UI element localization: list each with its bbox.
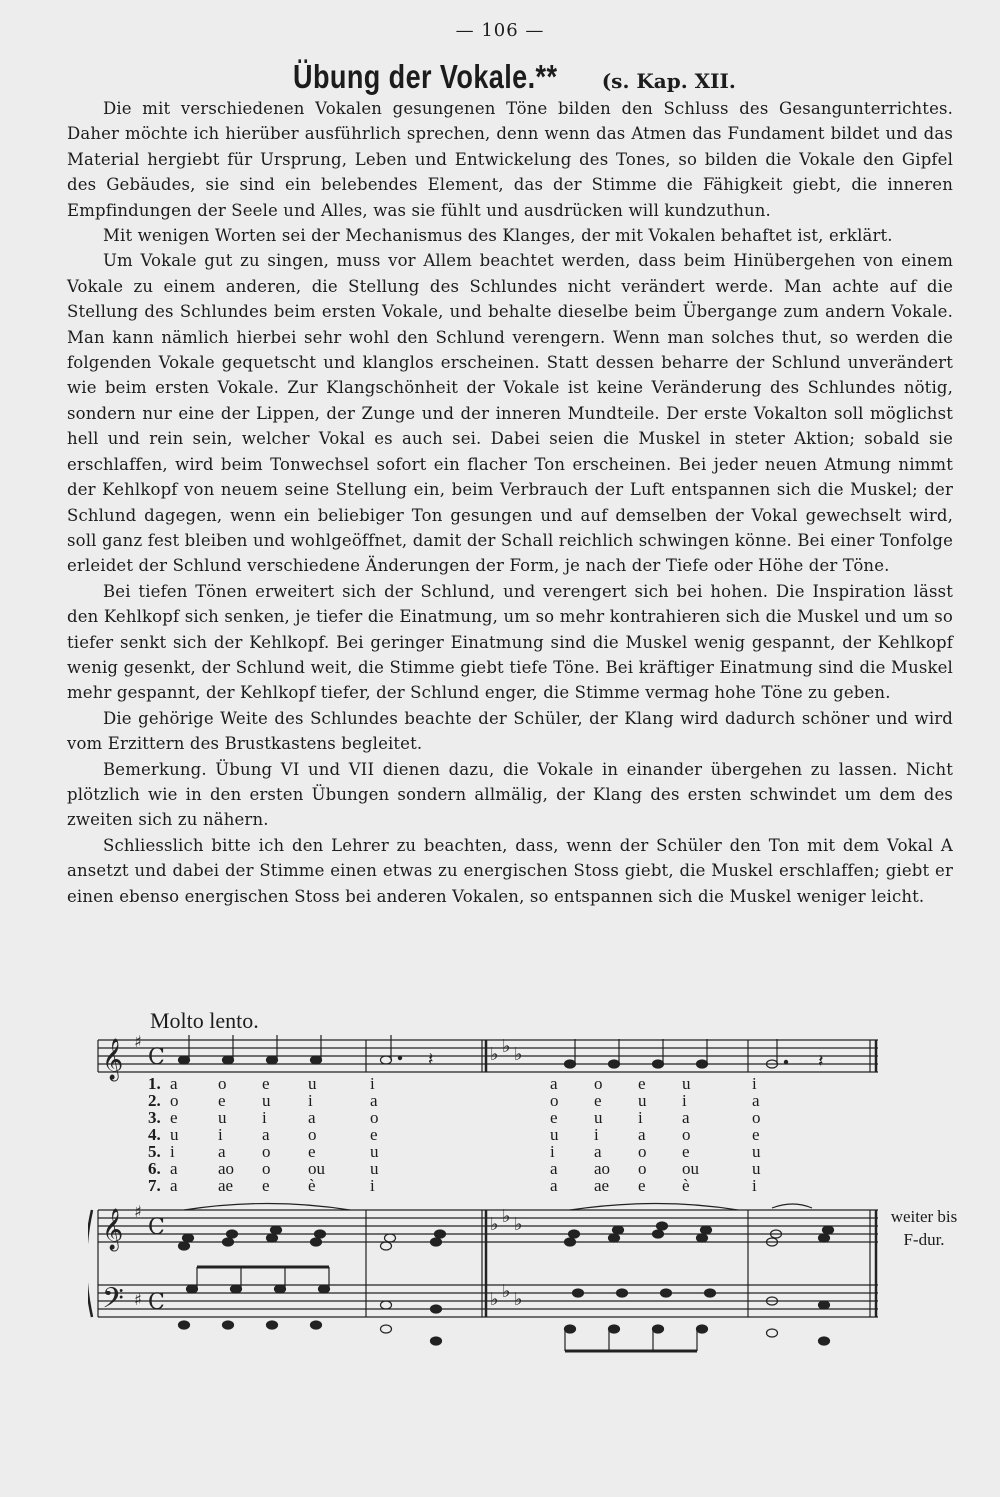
vowel: a: [550, 1074, 558, 1093]
vowel: e: [170, 1108, 178, 1127]
bass-clef-icon: 𝄢: [102, 1282, 124, 1322]
vowel: u: [638, 1091, 647, 1110]
vowel: i: [594, 1125, 599, 1144]
vowel: è: [682, 1176, 690, 1195]
row-number: 5.: [148, 1142, 161, 1161]
title-reference: (s. Kap. XII.: [601, 69, 736, 93]
flat-icon: ♭: [502, 1281, 511, 1302]
paragraph: Die mit verschiedenen Vokalen gesungenen Töne bilden den Schluss des Gesangunterrichtes. Daher möchte ich hierüber ausführlich sprechen, denn wenn das Atmen das Fundament bildet und das Material hergiebt für Ursprung, Leben und Entwickelung des Tones, so bilden die Vokale den Gipfel des Gebäudes, sie sind ein belebendes Element, das der Stimme die Fähigkeit giebt, die inneren Empfindungen der Seele und Alles, was sie fühlt und ausdrücken will kundzuthun.: [67, 99, 953, 220]
vowel: e: [218, 1091, 226, 1110]
vowel: o: [638, 1142, 647, 1161]
side-note-line: F-dur.: [903, 1230, 945, 1249]
vowel: a: [752, 1091, 760, 1110]
vowel: a: [594, 1142, 602, 1161]
vowel: ao: [594, 1159, 611, 1178]
vowel: o: [308, 1125, 317, 1144]
title-main: Übung der Vokale.**: [293, 58, 558, 95]
vowel: ou: [308, 1159, 325, 1178]
row-number: 3.: [148, 1108, 161, 1127]
vowel: u: [262, 1091, 271, 1110]
row-number: 1.: [148, 1074, 161, 1093]
vowel: o: [752, 1108, 761, 1127]
sharp-icon: ♯: [134, 1032, 142, 1051]
vowel-table: [148, 1074, 854, 1195]
vowel: a: [370, 1091, 378, 1110]
vowel: i: [752, 1176, 757, 1195]
flat-icon: ♭: [490, 1214, 499, 1235]
side-note: [874, 1205, 974, 1251]
vowel: a: [550, 1159, 558, 1178]
paragraph: Die gehörige Weite des Schlundes beachte der Schüler, der Klang wird dadurch schöner und wird vom Erzittern des Brustkastens begleitet.: [67, 708, 953, 754]
vowel-row: [148, 1125, 854, 1144]
vowel: e: [638, 1074, 646, 1093]
vowel: a: [308, 1108, 316, 1127]
vowel: e: [594, 1091, 602, 1110]
sharp-icon: ♯: [134, 1290, 142, 1309]
body-text: [67, 96, 953, 909]
vowel: ou: [682, 1159, 699, 1178]
rest-icon: 𝄽: [818, 1051, 824, 1072]
flat-icon: ♭: [502, 1036, 511, 1057]
paragraph: Schliesslich bitte ich den Lehrer zu beachten, dass, wenn der Schüler den Ton mit dem Vokal A ansetzt und dabei der Stimme einen etwas zu energischen Stoss giebt, die Muskel erschlaffen; giebt er einen ebenso energischen Stoss bei anderen Vokalen, so entspannen sich die Muskel weniger leicht.: [67, 835, 953, 906]
vowel: ae: [218, 1176, 234, 1195]
time-signature: C: [148, 1215, 165, 1240]
flat-icon: ♭: [514, 1214, 523, 1235]
vowel: e: [262, 1074, 270, 1093]
vowel: i: [550, 1142, 555, 1161]
vowel: o: [370, 1108, 379, 1127]
vowel: u: [752, 1142, 761, 1161]
row-number: 7.: [148, 1176, 161, 1195]
vowel: a: [170, 1074, 178, 1093]
vowel: u: [308, 1074, 317, 1093]
vowel: e: [752, 1125, 760, 1144]
vowel: u: [752, 1159, 761, 1178]
vowel: e: [262, 1176, 270, 1195]
vowel: u: [170, 1125, 179, 1144]
vowel: u: [370, 1159, 379, 1178]
section-title: [0, 58, 1000, 96]
vowel: e: [308, 1142, 316, 1161]
vowel: o: [170, 1091, 179, 1110]
vowel: o: [262, 1142, 271, 1161]
vowel: u: [218, 1108, 227, 1127]
vowel: i: [752, 1074, 757, 1093]
vowel: o: [262, 1159, 271, 1178]
flat-icon: ♭: [490, 1044, 499, 1065]
vowel: a: [682, 1108, 690, 1127]
flat-icon: ♭: [514, 1044, 523, 1065]
flat-icon: ♭: [514, 1289, 523, 1310]
vowel: è: [308, 1176, 316, 1195]
flat-icon: ♭: [502, 1206, 511, 1227]
vowel: a: [550, 1176, 558, 1195]
vowel-row: [148, 1108, 854, 1127]
treble-clef-icon: 𝄞: [102, 1209, 124, 1250]
vowel: u: [550, 1125, 559, 1144]
paragraph: Mit wenigen Worten sei der Mechanismus des Klanges, der mit Vokalen behaftet ist, erklärt.: [103, 226, 893, 246]
vowel: a: [170, 1176, 178, 1195]
vowel: a: [170, 1159, 178, 1178]
vowel: i: [370, 1176, 375, 1195]
paragraph: Bei tiefen Tönen erweitert sich der Schlund, und verengert sich bei hohen. Die Inspiration lässt den Kehlkopf sich senken, je tiefer die Einatmung, um so mehr kontrahieren sich die Muskel und um so tiefer senkt sich der Kehlkopf. Bei geringer Einatmung sind die Muskel wenig gespannt, der Kehlkopf wenig gesenkt, der Schlund weit, die Stimme giebt tiefe Töne. Bei kräftiger Einatmung sind die Muskel mehr gespannt, der Kehlkopf tiefer, der Schlund enger, die Stimme vermag hohe Töne zu geben.: [67, 581, 953, 703]
time-signature: C: [148, 1290, 165, 1315]
vowel: i: [308, 1091, 313, 1110]
vowel: i: [262, 1108, 267, 1127]
vowel: u: [682, 1074, 691, 1093]
vowel: i: [370, 1074, 375, 1093]
vowel: i: [682, 1091, 687, 1110]
piano-treble-staff: [98, 1210, 878, 1242]
vowel: i: [638, 1108, 643, 1127]
vowel: o: [550, 1091, 559, 1110]
tempo-marking: Molto lento.: [150, 1008, 259, 1033]
row-number: 2.: [148, 1091, 161, 1110]
piano-bass-staff: [98, 1285, 878, 1317]
time-signature: C: [148, 1045, 165, 1070]
vowel: e: [550, 1108, 558, 1127]
vowel: i: [218, 1125, 223, 1144]
vowel-row: [148, 1091, 854, 1110]
vowel: ae: [594, 1176, 610, 1195]
vowel: a: [638, 1125, 646, 1144]
vowel: u: [594, 1108, 603, 1127]
vowel-row: [148, 1074, 854, 1093]
page-number: — 106 —: [455, 20, 545, 41]
music-score: [88, 1005, 988, 1365]
voice-staff: [98, 1040, 878, 1072]
paragraph: Bemerkung. Übung VI und VII dienen dazu, die Vokale in einander übergehen zu lassen. Nicht plötzlich wie in den ersten Übungen sondern allmälig, der Klang des ersten schwindet um dem des zweiten sich zu nähern.: [67, 759, 953, 830]
vowel: o: [594, 1074, 603, 1093]
flat-icon: ♭: [490, 1289, 499, 1310]
vowel: o: [682, 1125, 691, 1144]
vowel: e: [638, 1176, 646, 1195]
vowel: a: [262, 1125, 270, 1144]
vowel: e: [370, 1125, 378, 1144]
vowel: u: [370, 1142, 379, 1161]
vowel: o: [638, 1159, 647, 1178]
vowel: e: [682, 1142, 690, 1161]
vowel-row: [148, 1176, 854, 1195]
paragraph: Um Vokale gut zu singen, muss vor Allem beachtet werden, dass beim Hinübergehen von einem Vokale zu einem anderen, die Stellung des Schlundes nicht verändert werde. Man achte auf die Stellung des Schlundes beim ersten Vokale, und behalte dieselbe beim Übergange zum andern Vokale. Man kann nämlich hierbei sehr wohl den Schlund verengern. Wenn man solches thut, so werden die folgenden Vokale gequetscht und klanglos erscheinen. Statt dessen beharre der Schlund unverändert wie beim ersten Vokale. Zur Klangschönheit der Vokale ist keine Veränderung des Schlundes nötig, sondern nur eine der Lippen, der Zunge und der inneren Mundteile. Der erste Vokalton soll möglichst hell und rein sein, welcher Vokal es auch sei. Dabei seien die Muskel in steter Aktion; sobald sie erschlaffen, wird beim Tonwechsel sofort ein flacher Ton erscheinen. Bei jeder neuen Atmung nimmt der Kehlkopf von neuem seine Stellung ein, beim Verbrauch der Luft entspannen sich die Muskel; der Schlund dagegen, wenn ein beliebiger Ton gesungen und auf demselben der Vokal gewechselt wird, soll ganz fest bleiben und wohlgeöffnet, damit der Schall reichlich schwingen könne. Bei einer Tonfolge erleidet der Schlund verschiedene Änderungen der Form, je nach der Tiefe oder Höhe der Töne.: [67, 251, 953, 576]
rest-icon: 𝄽: [428, 1049, 434, 1070]
vowel: i: [170, 1142, 175, 1161]
vowel-row: [148, 1142, 854, 1161]
treble-clef-icon: 𝄞: [102, 1039, 124, 1080]
vowel: a: [218, 1142, 226, 1161]
row-number: 6.: [148, 1159, 161, 1178]
vowel: ao: [218, 1159, 235, 1178]
side-note-line: weiter bis: [890, 1207, 958, 1226]
row-number: 4.: [148, 1125, 161, 1144]
vowel-row: [148, 1159, 854, 1178]
sharp-icon: ♯: [134, 1202, 142, 1221]
vowel: o: [218, 1074, 227, 1093]
